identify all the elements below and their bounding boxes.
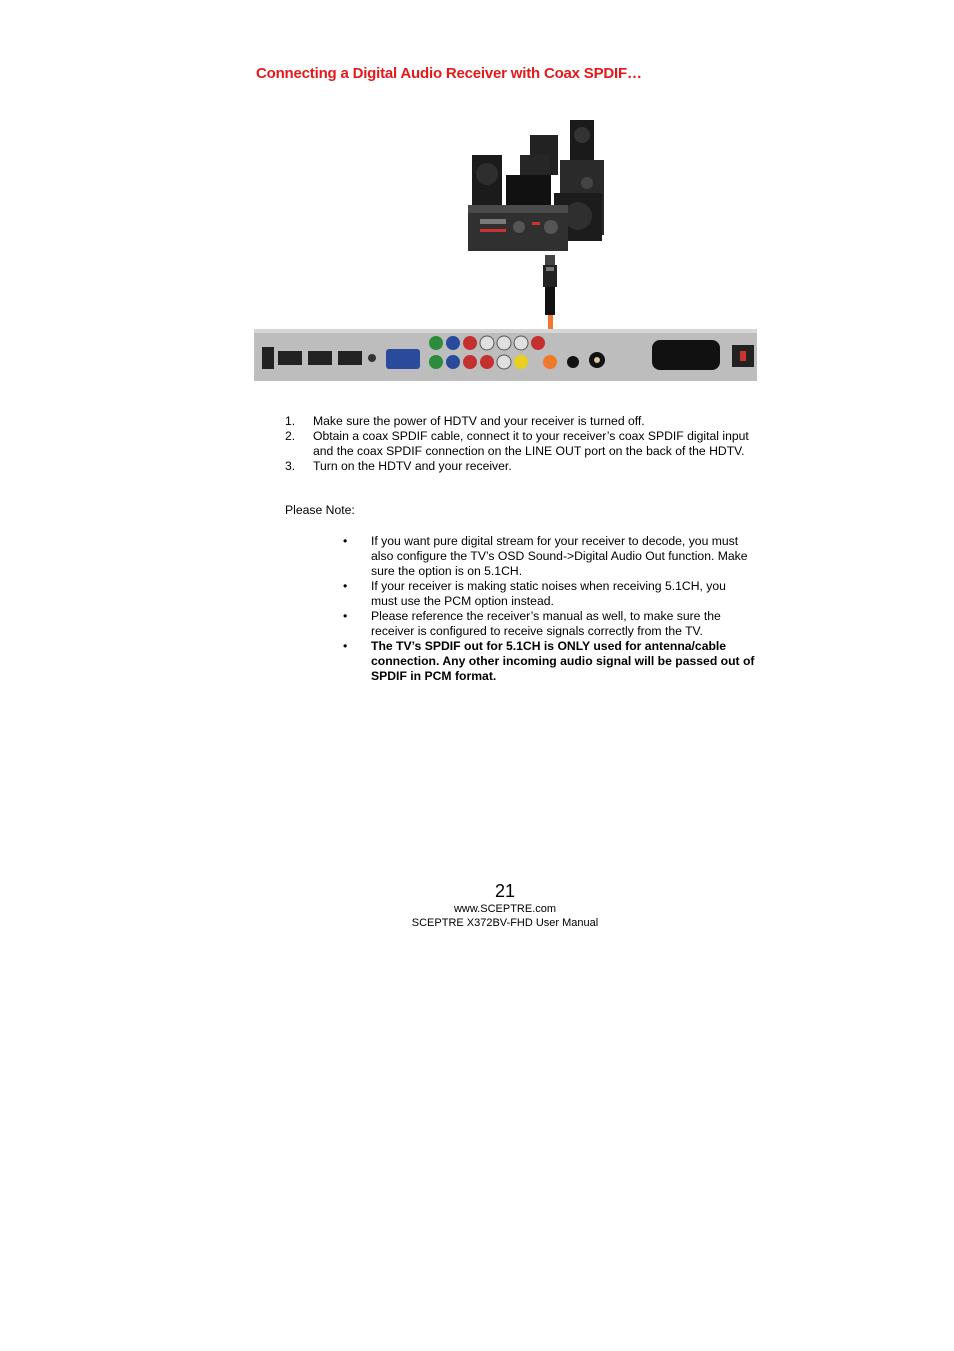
page-footer <box>0 880 954 930</box>
step-item <box>285 414 755 429</box>
page-number: 21 <box>494 881 516 901</box>
bullet-icon: • <box>343 609 348 623</box>
bullet-item <box>343 534 755 579</box>
step-text: Obtain a coax SPDIF cable, connect it to your receiver’s coax SPDIF digital input and the coax SPDIF connection on the LINE OUT port on the back of the HDTV. <box>313 429 749 458</box>
step-item <box>285 459 755 474</box>
website-text: www.SCEPTRE.com <box>453 903 557 915</box>
tv-back-panel-image <box>254 329 757 381</box>
bullet-icon: • <box>343 639 348 653</box>
step-number: 1. <box>285 414 296 428</box>
step-number: 2. <box>285 429 296 443</box>
home-theater-receiver-image <box>468 120 604 251</box>
connection-diagram <box>254 115 757 382</box>
instruction-steps <box>285 414 755 474</box>
bullet-text: If your receiver is making static noises when receiving 5.1CH, you must use the PCM option instead. <box>371 579 726 608</box>
bullet-item <box>343 609 755 639</box>
bullet-text: Please reference the receiver’s manual as well, to make sure the receiver is configured to receive signals correctly from the TV. <box>371 609 721 638</box>
page-title: Connecting a Digital Audio Receiver with Coax SPDIF… <box>256 65 642 82</box>
bullet-icon: • <box>343 579 348 593</box>
step-number: 3. <box>285 459 296 473</box>
bullet-text: If you want pure digital stream for your receiver to decode, you must also configure the TV’s OSD Sound->Digital Audio Out function. Make sure the option is on 5.1CH. <box>371 534 748 578</box>
bullet-item <box>343 639 755 684</box>
step-text: Turn on the HDTV and your receiver. <box>313 459 512 473</box>
note-bullets <box>343 534 755 684</box>
step-item <box>285 429 755 459</box>
bullet-icon: • <box>343 534 348 548</box>
step-text: Make sure the power of HDTV and your receiver is turned off. <box>313 414 645 428</box>
note-label: Please Note: <box>285 503 355 517</box>
bullet-text-bold: The TV’s SPDIF out for 5.1CH is ONLY used for antenna/cable connection. Any other incoming audio signal will be passed out of SPDIF in PCM format. <box>371 639 755 683</box>
manual-title: SCEPTRE X372BV-FHD User Manual <box>411 917 599 929</box>
bullet-item <box>343 579 755 609</box>
